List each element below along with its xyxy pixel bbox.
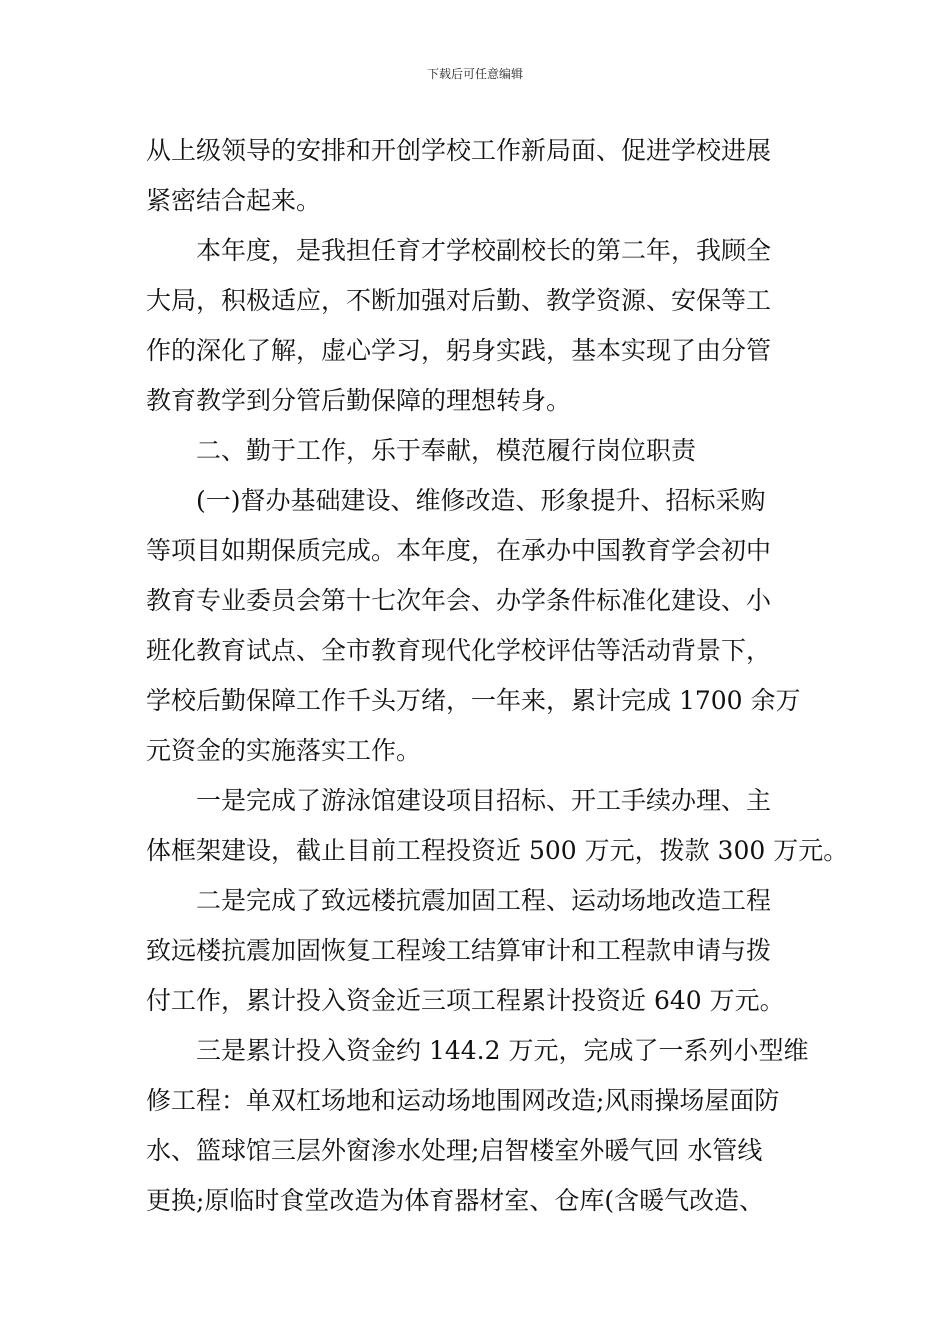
- text-line: 一是完成了游泳馆建设项目招标、开工手续办理、主: [196, 786, 772, 815]
- text-line: 作的深化了解，虚心学习，躬身实践，基本实现了由分管: [146, 336, 772, 365]
- text-line: 三是累计投入资金约 144.2 万元，完成了一系列小型维: [196, 1036, 809, 1065]
- page-header: 下载后可任意编辑: [426, 67, 523, 81]
- text-line: 等项目如期保质完成。本年度，在承办中国教育学会初中: [146, 536, 772, 565]
- text-line: 二、勤于工作，乐于奉献，模范履行岗位职责: [196, 436, 697, 465]
- text-line: 体框架建设，截止目前工程投资近 500 万元，拨款 300 万元。: [146, 836, 849, 865]
- text-line: 二是完成了致远楼抗震加固工程、运动场地改造工程: [196, 886, 772, 915]
- text-line: 元资金的实施落实工作。: [146, 736, 422, 765]
- text-line: 大局，积极适应，不断加强对后勤、教学资源、安保等工: [146, 286, 772, 315]
- text-line: 班化教育试点、全市教育现代化学校评估等活动背景下，: [146, 636, 772, 665]
- text-line: 修工程：单双杠场地和运动场地围网改造;风雨操场屋面防: [146, 1086, 780, 1115]
- text-line: 致远楼抗震加固恢复工程竣工结算审计和工程款申请与拨: [146, 936, 772, 965]
- text-line: (一)督办基础建设、维修改造、形象提升、招标采购: [196, 486, 766, 515]
- text-line: 学校后勤保障工作千头万绪，一年来，累计完成 1700 余万: [146, 686, 801, 715]
- text-line: 付工作，累计投入资金近三项工程累计投资近 640 万元。: [146, 986, 785, 1015]
- text-line: 水、篮球馆三层外窗渗水处理;启智楼室外暖气回 水管线: [146, 1136, 763, 1165]
- document-body: [146, 126, 849, 1226]
- text-line: 紧密结合起来。: [146, 186, 322, 215]
- text-line: 本年度，是我担任育才学校副校长的第二年，我顾全: [196, 236, 772, 265]
- text-line: 教育教学到分管后勤保障的理想转身。: [146, 386, 572, 415]
- text-line: 教育专业委员会第十七次年会、办学条件标准化建设、小: [146, 586, 772, 615]
- text-line: 更换;原临时食堂改造为体育器材室、仓库(含暖气改造、: [146, 1186, 765, 1215]
- text-line: 从上级领导的安排和开创学校工作新局面、促进学校进展: [146, 136, 772, 165]
